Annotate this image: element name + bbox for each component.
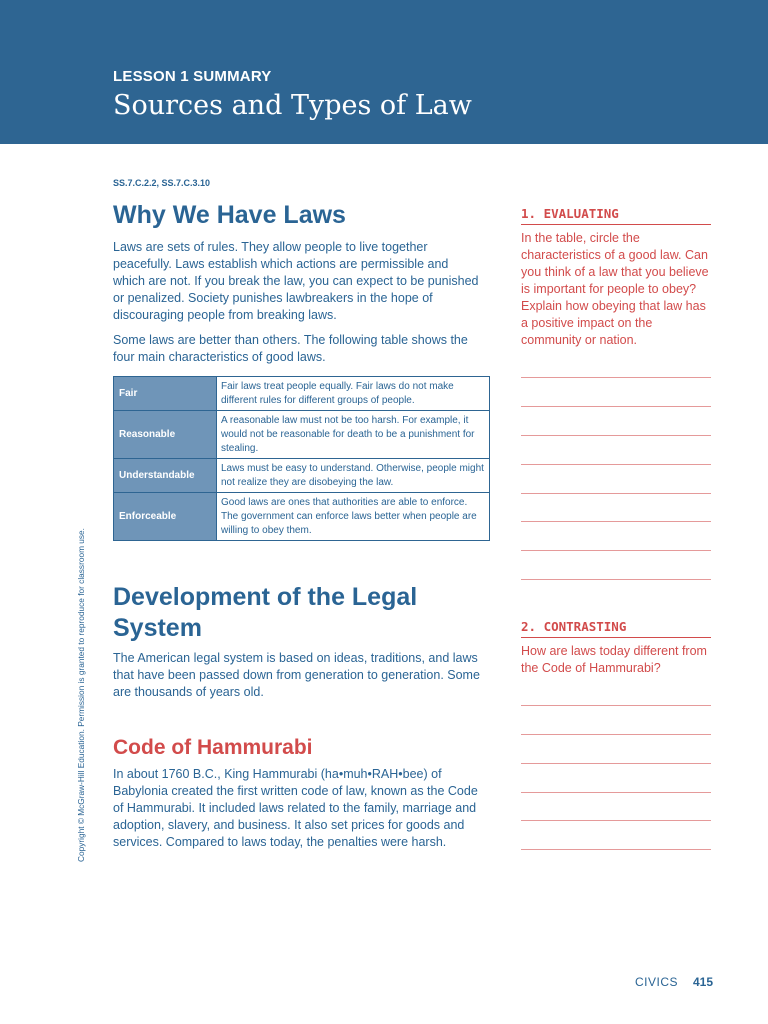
table-row <box>114 377 490 411</box>
copyright-notice: Copyright © McGraw-Hill Education. Permission is granted to reproduce for classroom use. <box>76 528 86 862</box>
characteristics-table <box>113 376 490 541</box>
lesson-title: Sources and Types of Law <box>113 90 472 121</box>
lesson-banner <box>0 0 768 144</box>
standards-codes: SS.7.C.2.2, SS.7.C.3.10 <box>113 178 211 188</box>
table-term-cell: Enforceable <box>114 493 217 541</box>
question-1-prompt: In the table, circle the characteristics of a good law. Can you think of a law that you believe is important for people to obey? Explain how obeying that law has a positive impact on the community or nation. <box>521 231 709 347</box>
answer-line[interactable] <box>521 406 711 407</box>
answer-line[interactable] <box>521 763 711 764</box>
paragraph-legal-system: The American legal system is based on ideas, traditions, and laws that have been passed down from generation to generation. Some are thousands of years old. <box>113 651 480 699</box>
paragraph-why-laws: Laws are sets of rules. They allow people to live together peacefully. Laws establish which actions are permissible and which are not. If you break the law, you can expect to be punished or penalized. Society punishes lawbreakers in the hope of discouraging people from breaking laws. <box>113 240 479 322</box>
question-2-prompt: How are laws today different from the Code of Hammurabi? <box>521 644 707 675</box>
paragraph-table-intro: Some laws are better than others. The following table shows the four main characteristics of good laws. <box>113 333 468 364</box>
page-number: 415 <box>693 975 714 989</box>
question-2-heading: 2. CONTRASTING <box>521 619 711 638</box>
heading-hammurabi: Code of Hammurabi <box>113 736 313 759</box>
answer-line[interactable] <box>521 849 711 850</box>
answer-line[interactable] <box>521 792 711 793</box>
answer-line[interactable] <box>521 435 711 436</box>
table-row <box>114 411 490 459</box>
answer-line[interactable] <box>521 579 711 580</box>
paragraph-hammurabi: In about 1760 B.C., King Hammurabi (ha•muh•RAH•bee) of Babylonia created the first written code of law, known as the Code of Hammurabi. It included laws related to the family, marriage and adoption, slavery, and business. It also set prices for goods and services. Compared to laws today, the penalties were harsh. <box>113 767 478 849</box>
lesson-kicker: LESSON 1 SUMMARY <box>113 68 272 85</box>
answer-line[interactable] <box>521 377 711 378</box>
table-description-cell: A reasonable law must not be too harsh. For example, it would not be reasonable for death to be a punishment for stealing. <box>217 411 490 459</box>
table-description-cell: Laws must be easy to understand. Otherwise, people might not realize they are disobeying the law. <box>217 459 490 493</box>
table-row <box>114 493 490 541</box>
answer-line[interactable] <box>521 550 711 551</box>
answer-line[interactable] <box>521 820 711 821</box>
table-term-cell: Understandable <box>114 459 217 493</box>
table-term-cell: Fair <box>114 377 217 411</box>
answer-line[interactable] <box>521 464 711 465</box>
answer-line[interactable] <box>521 493 711 494</box>
table-description-cell: Fair laws treat people equally. Fair laws do not make different rules for different groups of people. <box>217 377 490 411</box>
heading-why-we-have-laws: Why We Have Laws <box>113 201 346 229</box>
answer-line[interactable] <box>521 521 711 522</box>
table-row <box>114 459 490 493</box>
answer-line[interactable] <box>521 705 711 706</box>
heading-legal-system: Development of the Legal System <box>113 583 418 642</box>
answer-line[interactable] <box>521 734 711 735</box>
footer-subject: CIVICS <box>635 975 679 989</box>
table-description-cell: Good laws are ones that authorities are able to enforce. The government can enforce laws better when people are willing to obey them. <box>217 493 490 541</box>
table-term-cell: Reasonable <box>114 411 217 459</box>
question-1-heading: 1. EVALUATING <box>521 206 711 225</box>
